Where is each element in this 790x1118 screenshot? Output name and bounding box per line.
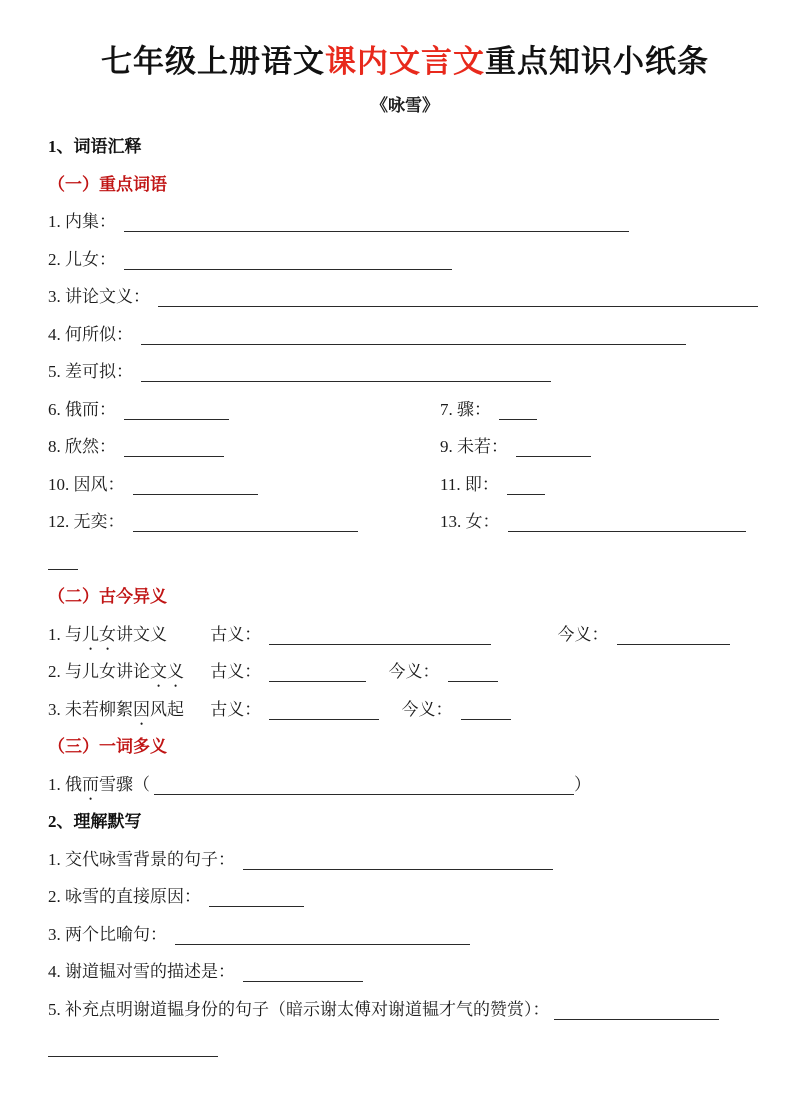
vocab-item: [48, 316, 762, 354]
vocab-item-label: 12. 无奕：: [48, 512, 125, 531]
blank-line: [141, 364, 551, 382]
vocab-item-label: 3. 讲论文义：: [48, 287, 150, 306]
dictation-item-label: 5. 补充点明谢道韫身份的句子（暗示谢太傅对谢道韫才气的赞赏）：: [48, 999, 550, 1019]
phrase-post: 讲文义: [116, 624, 167, 644]
vocab-item: [440, 391, 537, 429]
blank-line: [554, 1002, 719, 1020]
title-part-red: 课内文言文: [325, 44, 485, 79]
vocab-item-label: 10. 因风：: [48, 474, 125, 494]
vocab-item-label: 8. 欣然：: [48, 437, 116, 456]
blank-line: [516, 439, 591, 457]
title-part-black2: 重点知识小纸条: [485, 44, 709, 79]
ancient-label: 古义：: [210, 662, 262, 681]
vocab-item-label: 9. 未若：: [440, 437, 508, 456]
vocab-item: [48, 391, 440, 429]
phrase: [48, 653, 206, 691]
section-heading-vocab: 1、词语汇释: [48, 137, 142, 156]
section-heading-dictation: 2、理解默写: [48, 812, 142, 831]
blank-line: [499, 402, 537, 420]
vocab-item: [440, 466, 545, 504]
modern-label: 今义：: [401, 699, 453, 719]
phrase-post: 风起: [150, 699, 184, 719]
dictation-item-label: 2. 咏雪的直接原因：: [48, 887, 201, 906]
vocab-item-label: 1. 内集：: [48, 212, 116, 231]
vocab-item: [440, 503, 746, 541]
modern-label: 今义：: [388, 662, 440, 681]
blank-line: [617, 627, 730, 645]
phrase-emphasized: 文义: [150, 662, 184, 681]
title-part-black1: 七年级上册语文: [101, 44, 325, 79]
vocab-item-label: 11. 即：: [440, 474, 499, 494]
blank-line: [269, 702, 379, 720]
dictation-item-label: 3. 两个比喻句：: [48, 924, 167, 944]
dictation-item: [48, 953, 762, 991]
blank-continuation-row: [48, 1028, 762, 1066]
phrase-pre: 2. 与儿女讲论: [48, 662, 150, 681]
blank-line: [133, 514, 358, 532]
phrase: [48, 616, 206, 654]
subsection-heading-keywords: （一）重点词语: [48, 174, 167, 194]
blank-line: [269, 627, 491, 645]
vocab-pair-row: [48, 466, 762, 504]
blank-line: [448, 664, 498, 682]
vocab-item: [48, 466, 440, 504]
subsection-heading-polysemy: （三）一词多义: [48, 737, 167, 756]
vocab-item-label: 5. 差可拟：: [48, 362, 133, 381]
ancient-label: 古义：: [210, 699, 262, 719]
vocab-item-label: 6. 俄而：: [48, 399, 116, 419]
blank-line: [124, 439, 224, 457]
blank-line: [243, 964, 363, 982]
vocab-item-label: 7. 骤：: [440, 399, 491, 419]
page-title: [48, 36, 762, 81]
vocab-pair-row: [48, 503, 762, 541]
phrase-pre: 1. 与: [48, 624, 82, 644]
blank-line-continuation: [48, 1039, 218, 1057]
vocab-item-label: 13. 女：: [440, 512, 500, 531]
blank-line: [158, 289, 758, 307]
polysemy-emphasized: 而: [82, 774, 99, 794]
blank-line: [243, 852, 553, 870]
blank-line: [461, 702, 511, 720]
polysemy-item: [48, 766, 762, 804]
blank-line: [133, 477, 258, 495]
ancient-label: 古义：: [210, 624, 262, 644]
dictation-item: [48, 841, 762, 879]
phrase-emphasized: 因: [133, 699, 150, 719]
dictation-item-label: 1. 交代咏雪背景的句子：: [48, 849, 235, 869]
polysemy-post: 雪骤: [99, 774, 133, 794]
vocab-pair-row: [48, 391, 762, 429]
vocab-item: [48, 503, 440, 541]
modern-label: 今义：: [557, 624, 609, 644]
polysemy-pre: 1. 俄: [48, 774, 82, 794]
blank-line: [141, 327, 686, 345]
dictation-item-label: 4. 谢道韫对雪的描述是：: [48, 962, 235, 981]
vocab-item: [440, 428, 591, 466]
phrase-pre: 3. 未若柳絮: [48, 699, 133, 719]
ancient-modern-row: [48, 653, 762, 691]
vocab-item: [48, 278, 762, 316]
vocab-item: [48, 203, 762, 241]
ancient-modern-row: [48, 691, 762, 729]
blank-line: [154, 777, 574, 795]
blank-line-continuation: [48, 552, 78, 570]
blank-line: [507, 477, 545, 495]
open-paren: （: [133, 774, 150, 794]
vocab-item-label: 2. 儿女：: [48, 249, 116, 269]
phrase: [48, 691, 206, 729]
vocab-item: [48, 428, 440, 466]
dictation-item: [48, 878, 762, 916]
blank-line: [175, 927, 470, 945]
vocab-item: [48, 241, 762, 279]
vocab-item: [48, 353, 762, 391]
vocab-pair-row: [48, 428, 762, 466]
blank-line: [124, 214, 629, 232]
dictation-item: [48, 991, 762, 1029]
blank-line: [124, 252, 452, 270]
lesson-subtitle: 《咏雪》: [371, 96, 439, 115]
close-paren: ）: [574, 774, 591, 794]
blank-line: [209, 889, 304, 907]
blank-line: [508, 514, 746, 532]
blank-line: [124, 402, 229, 420]
subsection-heading-ancient-modern: （二）古今异义: [48, 587, 167, 606]
phrase-emphasized: 儿女: [82, 624, 116, 644]
blank-continuation-row: [48, 541, 762, 579]
vocab-item-label: 4. 何所似：: [48, 324, 133, 344]
blank-line: [269, 664, 366, 682]
dictation-item: [48, 916, 762, 954]
ancient-modern-row: [48, 616, 762, 654]
